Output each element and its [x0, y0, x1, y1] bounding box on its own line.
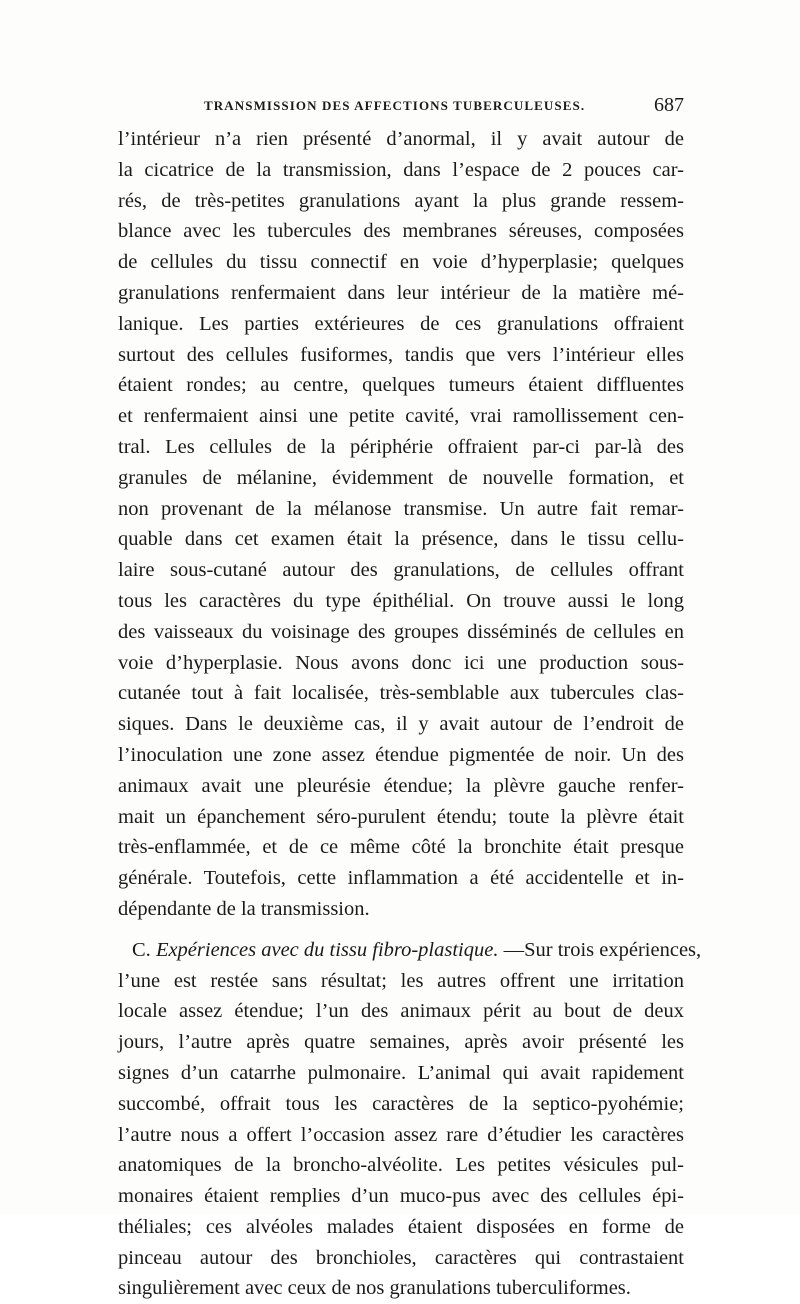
- text-line: lanique. Les parties extérieures de ces granulations offraient: [118, 312, 684, 335]
- text-line: succombé, offrait tous les caractères de la septico-pyohémie;: [118, 1092, 684, 1115]
- text-line: et renfermaient ainsi une petite cavité, vrai ramollissement cen-: [118, 405, 684, 428]
- text-line: blance avec les tubercules des membranes séreuses, composées: [118, 220, 684, 243]
- text-line: tral. Les cellules de la périphérie offraient par-ci par-là des: [118, 435, 684, 458]
- paragraph-1: [118, 124, 684, 925]
- text-line: quable dans cet examen était la présence, dans le tissu cellu-: [118, 528, 684, 551]
- running-title: TRANSMISSION DES AFFECTIONS TUBERCULEUSES.: [204, 98, 586, 113]
- text-line: locale assez étendue; l’un des animaux périt au bout de deux: [118, 1000, 684, 1023]
- text-line: surtout des cellules fusiformes, tandis que vers l’intérieur elles: [118, 343, 684, 366]
- text-line: dépendante de la transmission.: [118, 897, 370, 920]
- text-line: cutanée tout à fait localisée, très-semblable aux tubercules clas-: [118, 682, 684, 705]
- text-line: très-enflammée, et de ce même côté la bronchite était presque: [118, 836, 684, 859]
- paragraph-gap: [118, 925, 684, 935]
- text-line: mait un épanchement séro-purulent étendu; toute la plèvre était: [118, 805, 684, 828]
- text-line: l’autre nous a offert l’occasion assez rare d’étudier les caractères: [118, 1123, 684, 1146]
- section-label: C.: [132, 938, 156, 961]
- section-heading-rest: —Sur trois expériences,: [498, 938, 702, 961]
- text-line: siques. Dans le deuxième cas, il y avait autour de l’endroit de: [118, 713, 684, 736]
- section-title: Expériences avec du tissu fibro-plastique.: [155, 938, 499, 961]
- text-line: signes d’un catarrhe pulmonaire. L’animal qui avait rapidement: [118, 1061, 684, 1084]
- text-line: générale. Toutefois, cette inflammation a été accidentelle et in-: [118, 867, 684, 890]
- text-line: rés, de très-petites granulations ayant la plus grande ressem-: [118, 189, 684, 212]
- text-line: monaires étaient remplies d’un muco-pus avec des cellules épi-: [118, 1185, 684, 1208]
- text-line: granulations renfermaient dans leur intérieur de la matière mé-: [118, 281, 684, 304]
- text-line: animaux avait une pleurésie étendue; la plèvre gauche renfer-: [118, 774, 684, 797]
- page-header: [118, 94, 684, 120]
- body-text: [118, 124, 702, 1304]
- page-number: 687: [654, 94, 684, 116]
- text-line: de cellules du tissu connectif en voie d’hyperplasie; quelques: [118, 251, 684, 274]
- text-line: l’une est restée sans résultat; les autres offrent une irritation: [118, 969, 684, 992]
- text-line: laire sous-cutané autour des granulations, de cellules offrant: [118, 559, 684, 582]
- text-line: pinceau autour des bronchioles, caractères qui contrastaient: [118, 1246, 684, 1269]
- text-line: granules de mélanine, évidemment de nouvelle formation, et: [118, 466, 684, 489]
- text-line: voie d’hyperplasie. Nous avons donc ici une production sous-: [118, 651, 684, 674]
- text-line: tous les caractères du type épithélial. On trouve aussi le long: [118, 589, 684, 612]
- paragraph-2-heading-line: [118, 935, 702, 966]
- text-line: théliales; ces alvéoles malades étaient disposées en forme de: [118, 1215, 684, 1238]
- text-line: jours, l’autre après quatre semaines, après avoir présenté les: [118, 1031, 684, 1054]
- paragraph-2: [118, 935, 702, 1304]
- text-line: l’inoculation une zone assez étendue pigmentée de noir. Un des: [118, 743, 684, 766]
- text-line: la cicatrice de la transmission, dans l’espace de 2 pouces car-: [118, 158, 684, 181]
- text-line: des vaisseaux du voisinage des groupes disséminés de cellules en: [118, 620, 684, 643]
- text-line: non provenant de la mélanose transmise. Un autre fait remar-: [118, 497, 684, 520]
- text-line: l’intérieur n’a rien présenté d’anormal, il y avait autour de: [118, 128, 684, 150]
- text-line: étaient rondes; au centre, quelques tumeurs étaient diffluentes: [118, 374, 684, 397]
- text-line: anatomiques de la broncho-alvéolite. Les petites vésicules pul-: [118, 1154, 684, 1177]
- text-line: singulièrement avec ceux de nos granulations tuberculiformes.: [118, 1277, 631, 1300]
